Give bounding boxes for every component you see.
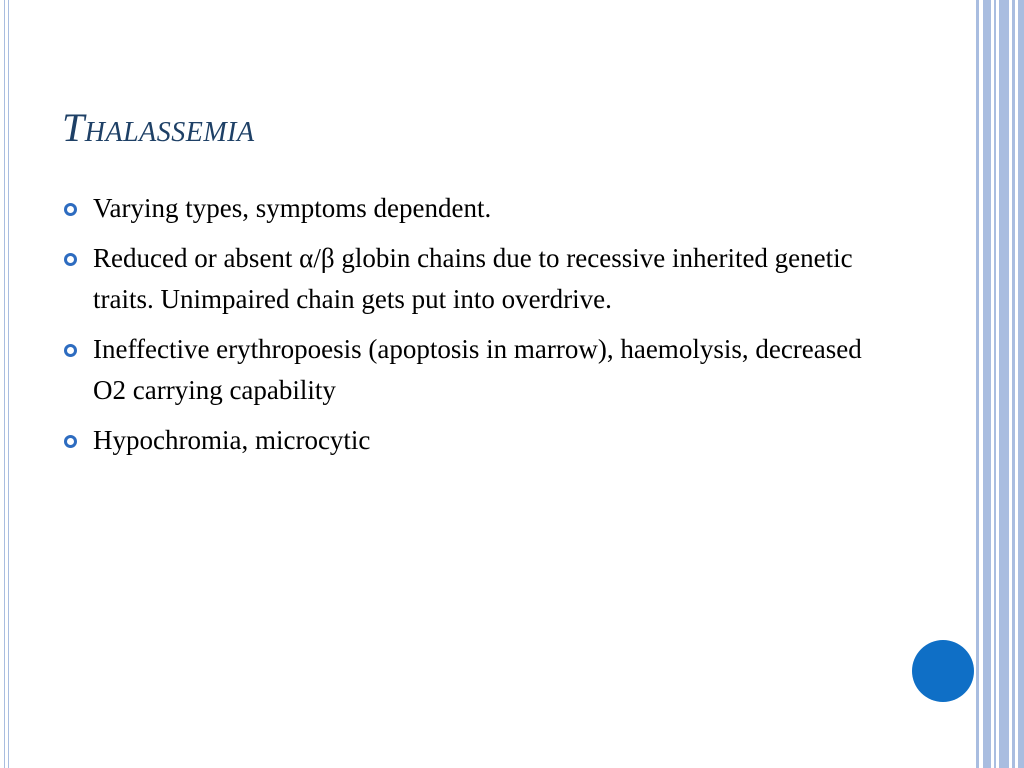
stripe (976, 0, 979, 768)
left-border-line-inner (8, 0, 9, 768)
decorative-circle (912, 640, 974, 702)
bullet-item (62, 238, 882, 320)
bullet-item (62, 329, 882, 411)
bullet-text: Varying types, symptoms dependent. (93, 193, 492, 223)
stripe (994, 0, 996, 768)
slide-title: Thalassemia (62, 105, 255, 150)
bullet-item (62, 188, 882, 229)
bullet-text: Reduced or absent α/β globin chains due to recessive inherited genetic traits. Unimpaired chain gets put into overdrive. (93, 243, 853, 314)
stripe (999, 0, 1009, 768)
ring-bullet-icon (64, 435, 77, 448)
stripe (1012, 0, 1015, 768)
bullet-text: Hypochromia, microcytic (93, 425, 371, 455)
bullet-list (62, 188, 882, 470)
left-border-line (4, 0, 5, 768)
stripe (983, 0, 991, 768)
ring-bullet-icon (64, 344, 77, 357)
ring-bullet-icon (64, 253, 77, 266)
stripe (1018, 0, 1024, 768)
right-decorative-stripes (976, 0, 1024, 768)
ring-bullet-icon (64, 203, 77, 216)
bullet-item (62, 420, 882, 461)
bullet-text: Ineffective erythropoesis (apoptosis in marrow), haemolysis, decreased O2 carrying capability (93, 334, 862, 405)
